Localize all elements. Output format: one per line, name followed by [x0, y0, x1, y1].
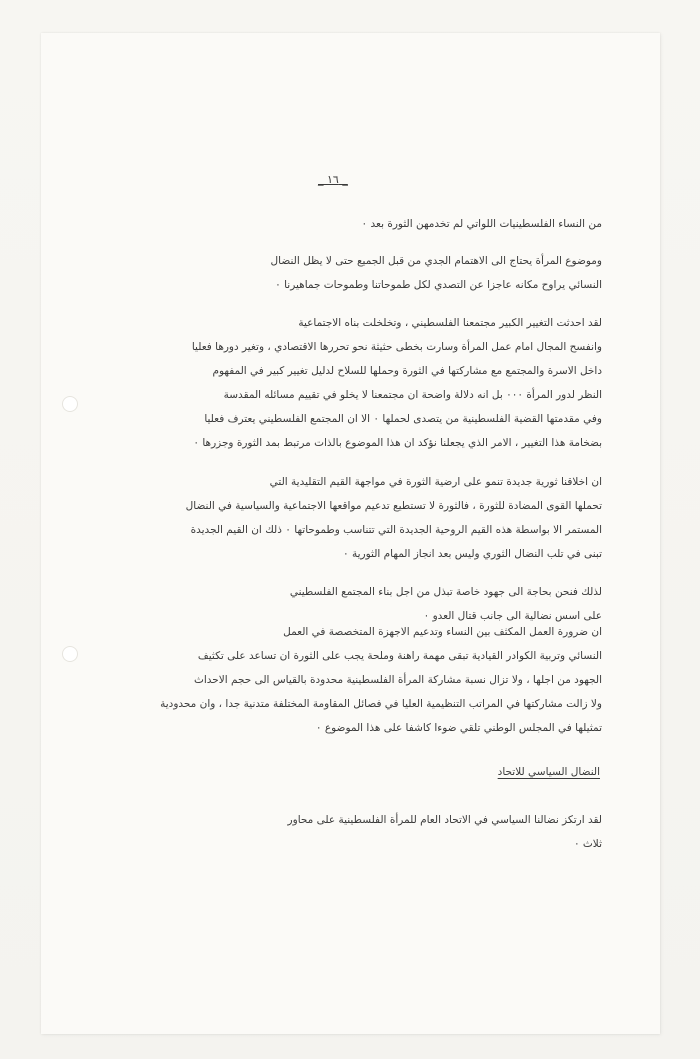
text-line: تبنى في تلب النضال الثوري وليس بعد انجاز المهام الثورية ٠ — [343, 548, 602, 560]
text-line: لذلك فنحن بحاجة الى جهود خاصة تبذل من اجل بناء المجتمع الفلسطيني — [289, 586, 602, 598]
paragraph-5 — [102, 620, 602, 740]
text-line: المستمر الا بواسطة هذه القيم الروحية الجديدة التي تتناسب وطموحاتها ٠ ذلك ان القيم الجديدة — [190, 524, 602, 536]
text-line: بضخامة هذا التغيير ، الامر الذي يجعلنا نؤكد ان هذا الموضوع بالذات مرتبط بمد الثورة وجزرها ٠ — [193, 437, 602, 449]
punch-hole — [62, 396, 78, 412]
text-line: لقد احدثت التغيير الكبير مجتمعنا الفلسطيني ، وتخلخلت بناه الاجتماعية — [298, 317, 602, 329]
text-line: داخل الاسرة والمجتمع مع مشاركتها في الثورة وحملها للسلاح لدليل تغيير كبير في المفهوم — [212, 365, 602, 377]
section-heading: النضال السياسي للاتحاد — [497, 766, 600, 778]
punch-hole — [62, 646, 78, 662]
paragraph-2 — [102, 311, 602, 455]
text-line: على اسس نضالية الى جانب قتال العدو ٠ — [423, 610, 602, 622]
text-line: ان ضرورة العمل المكثف بين النساء وتدعيم الاجهزة المتخصصة في العمل — [283, 626, 602, 638]
paragraph-6 — [102, 808, 602, 856]
text-line: وفي مقدمتها القضية الفلسطينية من يتصدى لحملها ٠ الا ان المجتمع الفلسطيني يعترف فعليا — [204, 413, 602, 425]
text-line: ان اخلاقنا ثورية جديدة تنمو على ارضية الثورة في مواجهة القيم التقليدية التي — [269, 476, 602, 488]
page-number: _ ١٦ _ — [318, 173, 348, 186]
text-line: من النساء الفلسطينيات اللواتي لم تخدمهن الثورة بعد ٠ — [361, 218, 602, 230]
paragraph-3 — [102, 470, 602, 566]
text-line: النظر لدور المرأة ٠٠٠ بل انه دلالة واضحة ان مجتمعنا لا يخلو في تقييم مسائله المقدسة — [223, 389, 602, 401]
text-line: لقد ارتكز نضالنا السياسي في الاتحاد العام للمرأة الفلسطينية على محاور — [287, 814, 602, 826]
text-line: تحملها القوى المضادة للثورة ، فالثورة لا تستطيع تدعيم مواقعها الاجتماعية والسياسية في النضال — [185, 500, 602, 512]
text-line: النسائي يراوح مكانه عاجزا عن التصدي لكل طموحاتنا وطموحات جماهيرنا ٠ — [275, 279, 602, 291]
text-line: تمثيلها في المجلس الوطني تلقي ضوءا كاشفا على هذا الموضوع ٠ — [315, 722, 602, 734]
text-line: ثلاث ٠ — [573, 838, 602, 850]
paragraph-1 — [102, 249, 602, 297]
text-line: الجهود من اجلها ، ولا تزال نسبة مشاركة المرأة الفلسطينية محدودة بالقياس الى حجم الاحداث — [193, 674, 602, 686]
intro-line — [102, 212, 602, 236]
text-line: ولا زالت مشاركتها في المراتب التنظيمية العليا في فصائل المقاومة المختلفة متدنية جدا ، وان محدودية — [160, 698, 602, 710]
text-line: وانفسح المجال امام عمل المرأة وسارت بخطى حثيثة نحو تحررها الاقتصادي ، وتغير دورها فعليا — [191, 341, 602, 353]
text-line: وموضوع المرأة يحتاج الى الاهتمام الجدي من قبل الجميع حتى لا يظل النضال — [270, 255, 602, 267]
text-line: النسائي وتربية الكوادر القيادية تبقى مهمة راهنة وملحة يجب على الثورة ان تساعد على تكثيف — [197, 650, 602, 662]
